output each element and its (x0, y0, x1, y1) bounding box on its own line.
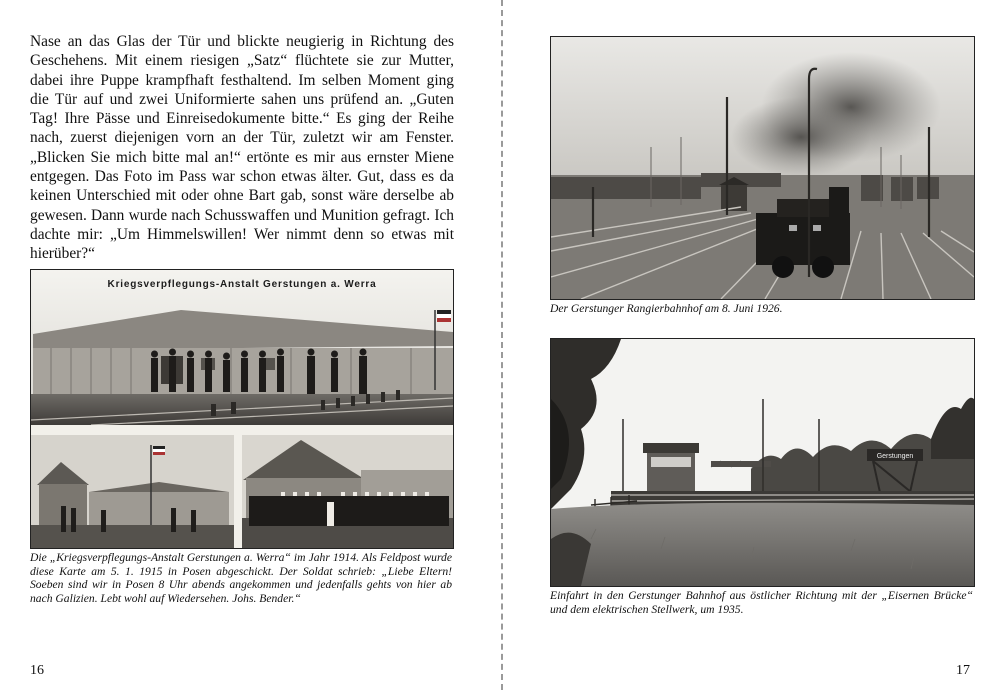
body-text: Nase an das Glas der Tür und blickte neugierig in Richtung des Geschehens. Mit einem riesigen „Satz“ flüchtete sie zur Mutter, dabei ihre Puppe krampfhaft festhaltend. Im selben Moment ging die Tür auf und zwei Uniformierte sahen uns prüfend an. „Guten Tag! Ihre Pässe und Einreisedokumente bitte.“ Es ging der Reihe nach, zuerst diejenigen vorn an der Tür, zuletzt wir am Fenster. „Blicken Sie mich bitte mal an!“ ertönte es mir aus ernster Miene entgegen. Das Foto im Pass war schon etwas älter. Gut, dass es da keinen Unterschied mit oder ohne Bart gab, sonst wäre derselbe ab gewesen. Dann wurde nach Schusswaffen und Munition gefragt. Ich dachte mir: „Um Himmelswillen! Wer nimmt denn so etwas mit hierüber?“ (30, 33, 454, 263)
station-entry-photo (550, 338, 975, 587)
railyard-photo (550, 36, 975, 300)
right-page (500, 0, 1000, 690)
postcard-drawing (31, 270, 453, 548)
railyard-drawing (551, 37, 974, 299)
postcard-caption: Die „Kriegsverpflegungs-Anstalt Gerstungen a. Werra“ im Jahr 1914. Als Feldpost wurde diese Karte am 5. 1. 1915 in Posen abgeschickt. Der Soldat schrieb: „Liebe Eltern! Soeben sind wir in Posen 8 Uhr abends angekommen und jedenfalls gehts von hier ab nach Galizien. Lebt wohl auf Wiedersehen. Johs. Bender.“ (30, 551, 452, 605)
page-number-right: 17 (956, 663, 970, 678)
station-entry-caption: Einfahrt in den Gerstunger Bahnhof aus östlicher Richtung mit der „Eisernen Brücke“ und dem elektrischen Stellwerk, um 1935. (550, 589, 973, 616)
railyard-caption: Der Gerstunger Rangierbahnhof am 8. Juni 1926. (550, 302, 783, 315)
postcard-title: Kriegsverpflegungs-Anstalt Gerstungen a. Werra (107, 279, 377, 290)
postcard-image (30, 269, 454, 549)
page-number-left: 16 (30, 663, 44, 678)
station-sign-text: Gerstungen (876, 453, 914, 460)
station-entry-drawing (551, 339, 974, 586)
